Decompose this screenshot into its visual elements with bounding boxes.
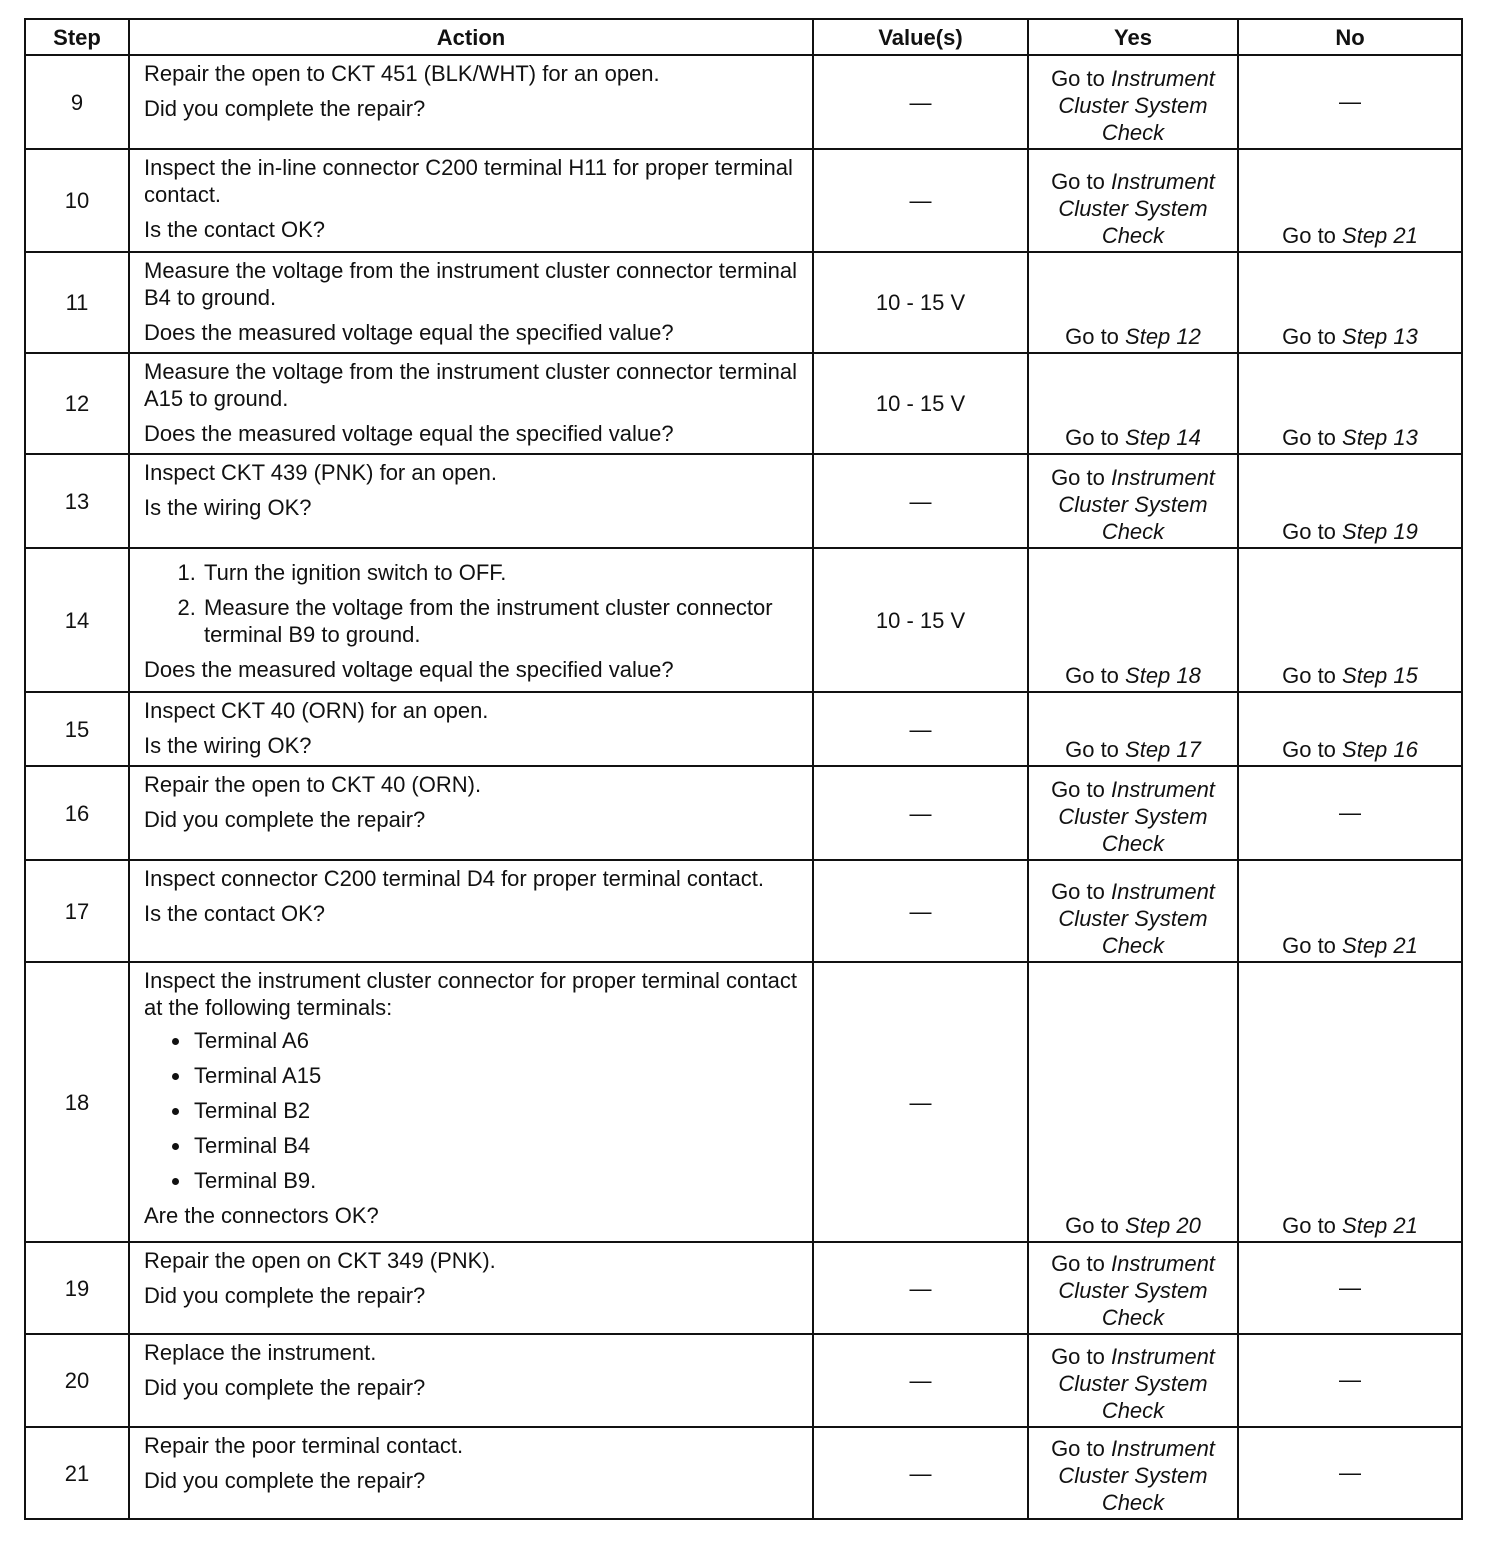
no-result-target: Step 13 — [1342, 324, 1418, 349]
step-number: 10 — [25, 149, 129, 252]
yes-result-goto: Go to — [1051, 66, 1111, 91]
step-number: 20 — [25, 1334, 129, 1427]
yes-result-goto: Go to — [1051, 1344, 1111, 1369]
action-text: Repair the open on CKT 349 (PNK). — [144, 1248, 496, 1273]
list-item: • Terminal B4 — [192, 1132, 802, 1159]
no-result — [1238, 766, 1462, 860]
yes-result-goto: Go to — [1051, 465, 1111, 490]
action-question: Is the contact OK? — [144, 901, 325, 926]
yes-result — [1028, 149, 1238, 252]
action-cell — [129, 692, 813, 766]
action-text: Inspect the in-line connector C200 terminal H11 for proper terminal contact. — [144, 155, 793, 207]
table-row — [25, 962, 1462, 1242]
no-result-dash: — — [1339, 1274, 1361, 1300]
header-step: Step — [25, 19, 129, 55]
yes-result-target: Step 17 — [1125, 737, 1201, 762]
yes-result — [1028, 353, 1238, 454]
diagnostic-table — [24, 18, 1463, 1520]
yes-result-target: Instrument Cluster System Check — [1058, 169, 1215, 248]
step-number: 9 — [25, 55, 129, 149]
action-question: Are the connectors OK? — [144, 1203, 379, 1228]
no-result-target: Step 19 — [1342, 519, 1418, 544]
yes-result — [1028, 766, 1238, 860]
no-result-goto: Go to — [1282, 663, 1343, 688]
step-number: 13 — [25, 454, 129, 548]
no-result-goto: Go to — [1282, 1213, 1343, 1238]
yes-result-target: Instrument Cluster System Check — [1058, 777, 1215, 856]
step-number: 17 — [25, 860, 129, 962]
no-result — [1238, 1334, 1462, 1427]
action-cell — [129, 1334, 813, 1427]
action-question: Does the measured voltage equal the specified value? — [144, 320, 674, 345]
action-cell — [129, 766, 813, 860]
no-result-dash: — — [1339, 88, 1361, 114]
yes-result-goto: Go to — [1051, 777, 1111, 802]
yes-result-goto: Go to — [1065, 663, 1126, 688]
action-text: Inspect CKT 439 (PNK) for an open. — [144, 460, 497, 485]
step-number: 11 — [25, 252, 129, 353]
header-row — [25, 19, 1462, 55]
action-cell — [129, 860, 813, 962]
no-result-dash: — — [1339, 799, 1361, 825]
value-cell: — — [813, 1427, 1028, 1519]
yes-result-target: Instrument Cluster System Check — [1058, 1344, 1215, 1423]
action-cell — [129, 1427, 813, 1519]
no-result-target: Step 16 — [1342, 737, 1418, 762]
header-yes: Yes — [1028, 19, 1238, 55]
value-cell: — — [813, 1242, 1028, 1334]
yes-result-goto: Go to — [1051, 169, 1111, 194]
action-text: Inspect connector C200 terminal D4 for proper terminal contact. — [144, 866, 764, 891]
yes-result — [1028, 1427, 1238, 1519]
step-number: 15 — [25, 692, 129, 766]
yes-result-target: Step 14 — [1125, 425, 1201, 450]
yes-result-target: Instrument Cluster System Check — [1058, 879, 1215, 958]
table-row — [25, 353, 1462, 454]
yes-result — [1028, 1242, 1238, 1334]
action-text: Repair the open to CKT 40 (ORN). — [144, 772, 482, 797]
no-result-goto: Go to — [1282, 519, 1343, 544]
yes-result-target: Instrument Cluster System Check — [1058, 1251, 1215, 1330]
numbered-list — [144, 559, 802, 648]
value-cell: 10 - 15 V — [813, 548, 1028, 692]
yes-result — [1028, 860, 1238, 962]
action-question: Did you complete the repair? — [144, 807, 426, 832]
no-result — [1238, 252, 1462, 353]
table-row — [25, 454, 1462, 548]
step-number: 16 — [25, 766, 129, 860]
yes-result-target: Instrument Cluster System Check — [1058, 66, 1215, 145]
table-row — [25, 1242, 1462, 1334]
list-item: 1. Turn the ignition switch to OFF. — [202, 559, 802, 586]
no-result — [1238, 149, 1462, 252]
action-question: Is the wiring OK? — [144, 495, 312, 520]
no-result — [1238, 548, 1462, 692]
action-question: Is the contact OK? — [144, 217, 325, 242]
value-cell: — — [813, 1334, 1028, 1427]
yes-result — [1028, 55, 1238, 149]
yes-result — [1028, 548, 1238, 692]
no-result-dash: — — [1339, 1459, 1361, 1485]
yes-result-target: Step 18 — [1125, 663, 1201, 688]
value-cell: — — [813, 692, 1028, 766]
table-row — [25, 692, 1462, 766]
action-cell — [129, 353, 813, 454]
value-cell: 10 - 15 V — [813, 353, 1028, 454]
action-text: Repair the open to CKT 451 (BLK/WHT) for an open. — [144, 61, 660, 86]
step-number: 19 — [25, 1242, 129, 1334]
list-item: • Terminal A6 — [192, 1027, 802, 1054]
bullet-list — [144, 1027, 802, 1194]
action-question: Did you complete the repair? — [144, 1375, 426, 1400]
step-number: 18 — [25, 962, 129, 1242]
action-text: Replace the instrument. — [144, 1340, 377, 1365]
step-number: 21 — [25, 1427, 129, 1519]
table-row — [25, 1427, 1462, 1519]
no-result-dash: — — [1339, 1367, 1361, 1392]
diagnostic-table-sheet — [24, 18, 1461, 1520]
action-text: Inspect the instrument cluster connector for proper terminal contact at the following terminals: — [144, 968, 797, 1020]
list-item: • Terminal B2 — [192, 1097, 802, 1124]
table-row — [25, 149, 1462, 252]
no-result-target: Step 21 — [1342, 223, 1418, 248]
yes-result-goto: Go to — [1051, 1436, 1111, 1461]
action-cell — [129, 454, 813, 548]
value-cell: — — [813, 860, 1028, 962]
no-result-target: Step 21 — [1342, 1213, 1418, 1238]
value-cell: 10 - 15 V — [813, 252, 1028, 353]
action-text: Inspect CKT 40 (ORN) for an open. — [144, 698, 489, 723]
table-row — [25, 766, 1462, 860]
yes-result-target: Instrument Cluster System Check — [1058, 465, 1215, 544]
no-result-goto: Go to — [1282, 425, 1343, 450]
no-result — [1238, 692, 1462, 766]
header-no: No — [1238, 19, 1462, 55]
action-cell — [129, 1242, 813, 1334]
value-cell: — — [813, 55, 1028, 149]
yes-result — [1028, 252, 1238, 353]
action-cell — [129, 548, 813, 692]
step-number: 12 — [25, 353, 129, 454]
yes-result-target: Step 12 — [1125, 324, 1201, 349]
no-result-goto: Go to — [1282, 737, 1343, 762]
table-row — [25, 55, 1462, 149]
no-result — [1238, 353, 1462, 454]
value-cell: — — [813, 149, 1028, 252]
action-text: Measure the voltage from the instrument cluster connector terminal A15 to ground. — [144, 359, 797, 411]
no-result — [1238, 1427, 1462, 1519]
list-item: • Terminal A15 — [192, 1062, 802, 1089]
yes-result — [1028, 1334, 1238, 1427]
action-question: Is the wiring OK? — [144, 733, 312, 758]
no-result — [1238, 55, 1462, 149]
yes-result-goto: Go to — [1065, 737, 1126, 762]
yes-result — [1028, 692, 1238, 766]
action-cell — [129, 252, 813, 353]
action-question: Does the measured voltage equal the specified value? — [144, 657, 674, 682]
value-cell: — — [813, 766, 1028, 860]
no-result-target: Step 15 — [1342, 663, 1418, 688]
action-question: Did you complete the repair? — [144, 96, 426, 121]
action-cell — [129, 149, 813, 252]
no-result — [1238, 860, 1462, 962]
no-result-target: Step 21 — [1342, 933, 1418, 958]
table-row — [25, 548, 1462, 692]
action-question: Did you complete the repair? — [144, 1468, 426, 1493]
action-cell — [129, 55, 813, 149]
header-values: Value(s) — [813, 19, 1028, 55]
yes-result — [1028, 454, 1238, 548]
action-text: Measure the voltage from the instrument cluster connector terminal B4 to ground. — [144, 258, 797, 310]
yes-result-target: Instrument Cluster System Check — [1058, 1436, 1215, 1515]
table-body — [25, 55, 1462, 1519]
yes-result-goto: Go to — [1051, 879, 1111, 904]
no-result-goto: Go to — [1282, 933, 1343, 958]
yes-result-goto: Go to — [1051, 1251, 1111, 1276]
action-cell — [129, 962, 813, 1242]
yes-result-goto: Go to — [1065, 1213, 1126, 1238]
table-row — [25, 252, 1462, 353]
no-result-goto: Go to — [1282, 223, 1343, 248]
value-cell: — — [813, 962, 1028, 1242]
step-number: 14 — [25, 548, 129, 692]
action-question: Does the measured voltage equal the specified value? — [144, 421, 674, 446]
value-cell: — — [813, 454, 1028, 548]
no-result — [1238, 962, 1462, 1242]
list-item: • Terminal B9. — [192, 1167, 802, 1194]
yes-result-target: Step 20 — [1125, 1213, 1201, 1238]
yes-result-goto: Go to — [1065, 425, 1126, 450]
yes-result — [1028, 962, 1238, 1242]
no-result-goto: Go to — [1282, 324, 1343, 349]
table-row — [25, 860, 1462, 962]
no-result — [1238, 1242, 1462, 1334]
no-result — [1238, 454, 1462, 548]
yes-result-goto: Go to — [1065, 324, 1126, 349]
action-question: Did you complete the repair? — [144, 1283, 426, 1308]
action-text: Repair the poor terminal contact. — [144, 1433, 464, 1458]
no-result-target: Step 13 — [1342, 425, 1418, 450]
list-item: 2. Measure the voltage from the instrument cluster connector terminal B9 to ground. — [202, 594, 802, 648]
header-action: Action — [129, 19, 813, 55]
table-row — [25, 1334, 1462, 1427]
